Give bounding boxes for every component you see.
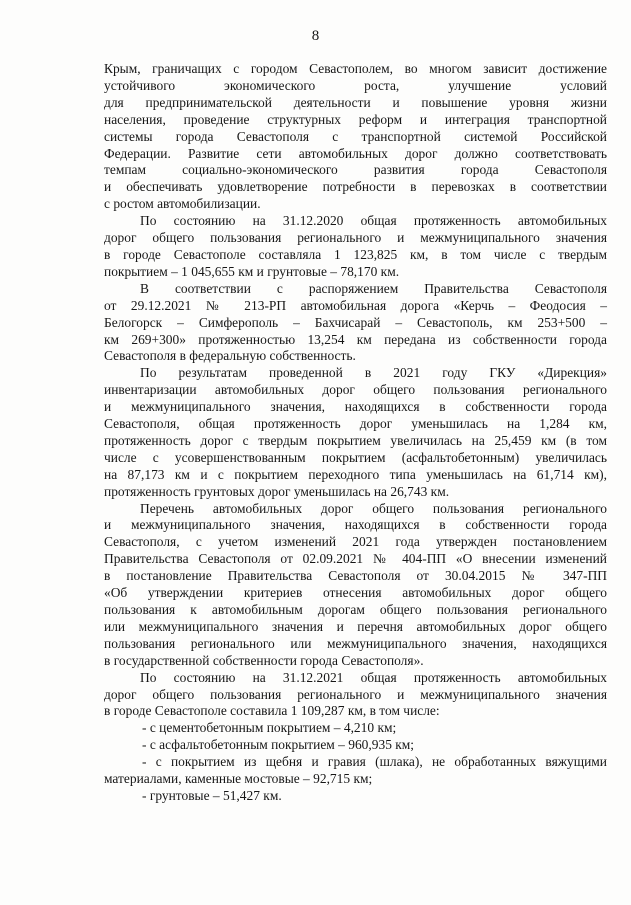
text-line: с ростом автомобилизации. xyxy=(104,196,261,212)
text-line: По состоянию на 31.12.2021 общая протяженность автомобильных xyxy=(140,669,607,685)
text-line: Перечень автомобильных дорог общего пользования регионального xyxy=(140,500,607,516)
text-line: темпам социально-экономического развития города Севастополя xyxy=(104,162,607,178)
paragraph-intro-continuation xyxy=(104,61,607,213)
text-line: для предпринимательской деятельности и повышение уровня жизни xyxy=(104,94,607,110)
text-line: протяженность дорог с твердым покрытием увеличилась на 25,459 км (в том xyxy=(104,432,607,448)
text-line: пользования к автомобильным дорогам общего пользования регионального xyxy=(104,602,607,617)
text-line: км 269+300» протяженностью 13,254 км передана из собственности города xyxy=(104,331,607,347)
text-line: в постановление Правительства Севастополя от 30.04.2015 № 347-ПП xyxy=(104,568,607,584)
text-line: дорог общего пользования регионального и межмуниципального значения xyxy=(104,686,607,702)
list-item-continuation: материалами, каменные мостовые – 92,715 км; xyxy=(104,771,373,787)
text-line: Правительства Севастополя от 02.09.2021 № 404-ПП «О внесении изменений xyxy=(104,551,607,567)
text-line: пользования регионального или межмуниципального значения, находящихся xyxy=(104,635,607,651)
page-number: 8 xyxy=(311,28,320,44)
text-line: Севастополя в федеральную собственность. xyxy=(104,348,356,364)
paragraph-order-213 xyxy=(104,281,607,366)
text-line: протяженность грунтовых дорог уменьшилась на 26,743 км. xyxy=(104,483,450,499)
text-line: и обеспечивать удовлетворение потребности в перевозках в соответствии xyxy=(104,179,607,195)
text-line: Крым, граничащих с городом Севастополем, во многом зависит достижение xyxy=(104,61,607,76)
text-line: Севастополя, общая протяженность дорог уменьшилась на 1,284 км, xyxy=(104,416,607,432)
text-line: По состоянию на 31.12.2020 общая протяженность автомобильных xyxy=(140,213,607,229)
text-line: инвентаризации автомобильных дорог общего пользования регионального xyxy=(104,382,607,398)
text-line: числе с усовершенствованным покрытием (асфальтобетонным) увеличилась xyxy=(104,449,607,465)
paragraph-inventory-2021 xyxy=(104,365,607,500)
text-line: «Об утверждении критериев отнесения автомобильных дорог общего xyxy=(104,585,607,601)
text-line: и межмуниципального значения, находящихся в собственности города xyxy=(104,399,607,415)
list-surface-types xyxy=(104,720,607,805)
paragraph-road-list xyxy=(104,501,607,670)
text-line: покрытием – 1 045,655 км и грунтовые – 78,170 км. xyxy=(104,263,400,279)
text-line: Севастополя, с учетом изменений 2021 года утвержден постановлением xyxy=(104,534,607,550)
paragraph-length-2021 xyxy=(104,670,607,721)
text-line: По результатам проведенной в 2021 году ГКУ «Дирекция» xyxy=(140,365,607,381)
text-line: или межмуниципального значения и перечня автомобильных дорог общего xyxy=(104,618,607,634)
list-item: - грунтовые – 51,427 км. xyxy=(142,787,282,803)
text-line: устойчивого экономического роста, улучшение условий xyxy=(104,77,607,93)
text-line: от 29.12.2021 № 213-РП автомобильная дорога «Керчь – Феодосия – xyxy=(104,297,607,313)
text-line: на 87,173 км и с покрытием переходного типа уменьшилась на 61,714 км), xyxy=(104,466,607,482)
text-line: населения, проведение структурных реформ и интеграция транспортной xyxy=(104,111,607,127)
text-line: дорог общего пользования регионального и межмуниципального значения xyxy=(104,230,607,246)
list-item: - с асфальтобетонным покрытием – 960,935 км; xyxy=(142,737,415,753)
text-line: системы города Севастополя с транспортной системой Российской xyxy=(104,128,607,144)
text-line: В соответствии с распоряжением Правительства Севастополя xyxy=(140,280,607,296)
body-text xyxy=(104,61,607,805)
text-line: в городе Севастополе составляла 1 123,825 км, в том числе с твердым xyxy=(104,246,607,262)
text-line: и межмуниципального значения, находящихся в собственности города xyxy=(104,517,607,533)
list-item: - с цементобетонным покрытием – 4,210 км; xyxy=(142,720,397,736)
text-line: Федерации. Развитие сети автомобильных дорог должно соответствовать xyxy=(104,145,607,161)
paragraph-length-2020 xyxy=(104,213,607,281)
text-line: в государственной собственности города Севастополя». xyxy=(104,652,424,668)
text-line: в городе Севастополе составила 1 109,287 км, в том числе: xyxy=(104,703,440,719)
text-line: Белогорск – Симферополь – Бахчисарай – Севастополь, км 253+500 – xyxy=(104,314,607,330)
list-item: - с покрытием из щебня и гравия (шлака), не обработанных вяжущими xyxy=(142,754,607,770)
